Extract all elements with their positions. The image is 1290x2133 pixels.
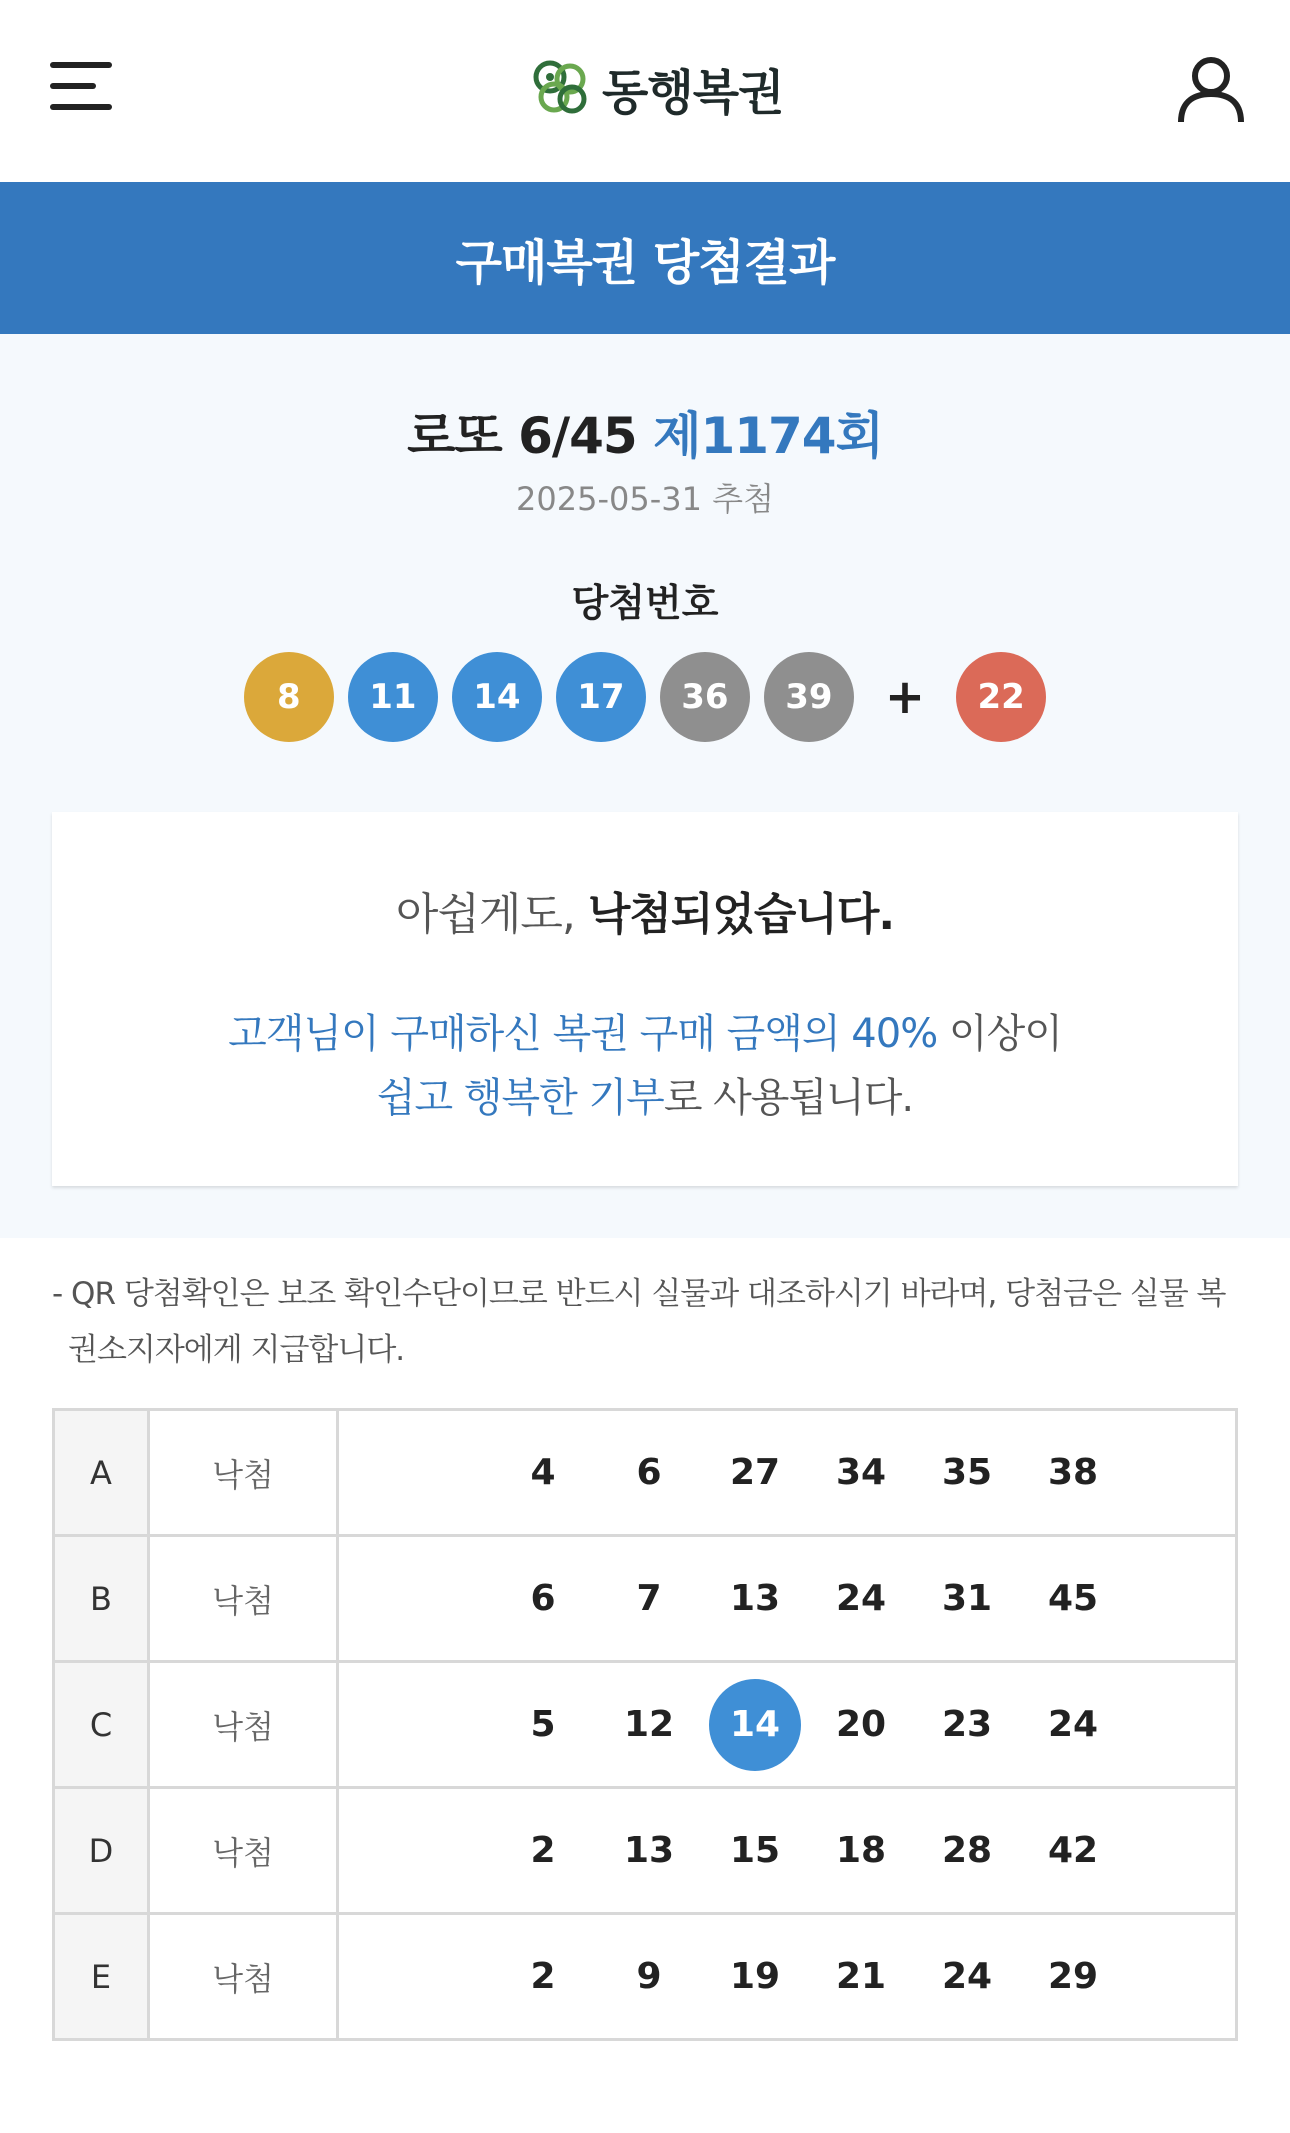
game-row <box>54 1410 1237 1536</box>
game-number: 12 <box>623 1704 675 1745</box>
game-row <box>54 1914 1237 2040</box>
game-row <box>54 1662 1237 1788</box>
result-lead: 아쉽게도, <box>395 889 588 940</box>
clover-logo-icon <box>530 57 592 119</box>
winning-ball: 11 <box>348 652 438 742</box>
game-number: 4 <box>530 1452 556 1493</box>
game-number: 23 <box>941 1704 993 1745</box>
logo-text: 동행복권 <box>602 64 784 121</box>
user-icon[interactable] <box>1176 54 1246 124</box>
plus-sign: + <box>884 669 926 725</box>
game-number: 15 <box>729 1830 781 1871</box>
game-numbers <box>338 1662 1237 1788</box>
donation-line1-highlight: 고객님이 구매하신 복권 구매 금액의 40% <box>228 1011 938 1057</box>
game-id: B <box>54 1536 149 1662</box>
game-number: 24 <box>1047 1704 1099 1745</box>
game-result: 낙첨 <box>149 1914 338 2040</box>
game-number: 6 <box>636 1452 662 1493</box>
game-number: 29 <box>1047 1956 1099 1997</box>
purchased-games-table <box>52 1408 1238 2041</box>
game-number: 18 <box>835 1830 887 1871</box>
donation-line2-highlight: 쉽고 행복한 기부 <box>376 1075 664 1121</box>
top-bar <box>0 0 1290 182</box>
hamburger-menu-icon[interactable] <box>50 60 112 112</box>
winning-numbers-label: 당첨번호 <box>571 581 719 625</box>
game-result: 낙첨 <box>149 1662 338 1788</box>
game-numbers <box>338 1914 1237 2040</box>
game-numbers <box>338 1410 1237 1536</box>
game-result: 낙첨 <box>149 1410 338 1536</box>
page-title: 구매복권 당첨결과 <box>455 234 835 291</box>
game-number: 45 <box>1047 1578 1099 1619</box>
donation-line2-rest: 로 사용됩니다. <box>663 1075 914 1121</box>
winning-ball: 36 <box>660 652 750 742</box>
winning-ball: 39 <box>764 652 854 742</box>
game-number: 2 <box>530 1830 556 1871</box>
game-result: 낙첨 <box>149 1536 338 1662</box>
game-id: E <box>54 1914 149 2040</box>
game-number: 24 <box>941 1956 993 1997</box>
winning-ball: 17 <box>556 652 646 742</box>
logo[interactable] <box>530 56 783 120</box>
page-title-banner <box>0 182 1290 334</box>
game-number: 2 <box>530 1956 556 1997</box>
donation-line1-rest: 이상이 <box>937 1011 1062 1057</box>
game-number: 13 <box>729 1578 781 1619</box>
game-id: A <box>54 1410 149 1536</box>
game-number: 13 <box>623 1830 675 1871</box>
game-number: 27 <box>729 1452 781 1493</box>
game-name: 로또 6/45 <box>407 407 637 465</box>
donation-message <box>52 1002 1238 1130</box>
game-number: 5 <box>530 1704 556 1745</box>
game-number: 9 <box>636 1956 662 1997</box>
winning-ball: 14 <box>452 652 542 742</box>
game-numbers <box>338 1536 1237 1662</box>
game-id: C <box>54 1662 149 1788</box>
game-number: 34 <box>835 1452 887 1493</box>
winning-numbers <box>0 652 1290 742</box>
result-message <box>52 878 1238 942</box>
winning-ball: 8 <box>244 652 334 742</box>
qr-notice-text: - QR 당첨확인은 보조 확인수단이므로 반드시 실물과 대조하시기 바라며, 당첨금은 실물 복권소지자에게 지급합니다. <box>52 1276 1226 1368</box>
result-status: 낙첨되었습니다. <box>587 889 895 940</box>
matched-number: 14 <box>709 1679 801 1771</box>
draw-date: 2025-05-31 추첨 <box>516 480 774 518</box>
game-number: 28 <box>941 1830 993 1871</box>
game-number: 7 <box>636 1578 662 1619</box>
game-numbers <box>338 1788 1237 1914</box>
game-number: 20 <box>835 1704 887 1745</box>
game-number: 42 <box>1047 1830 1099 1871</box>
draw-result-section <box>0 334 1290 1238</box>
game-number: 35 <box>941 1452 993 1493</box>
round-title <box>0 396 1290 468</box>
game-number: 24 <box>835 1578 887 1619</box>
bonus-ball: 22 <box>956 652 1046 742</box>
game-number: 6 <box>530 1578 556 1619</box>
game-row <box>54 1788 1237 1914</box>
game-id: D <box>54 1788 149 1914</box>
game-number: 21 <box>835 1956 887 1997</box>
game-row <box>54 1536 1237 1662</box>
game-number: 19 <box>729 1956 781 1997</box>
result-notice-card <box>52 812 1238 1186</box>
round-number: 제1174회 <box>653 407 883 465</box>
game-result: 낙첨 <box>149 1788 338 1914</box>
game-number: 38 <box>1047 1452 1099 1493</box>
game-number: 31 <box>941 1578 993 1619</box>
